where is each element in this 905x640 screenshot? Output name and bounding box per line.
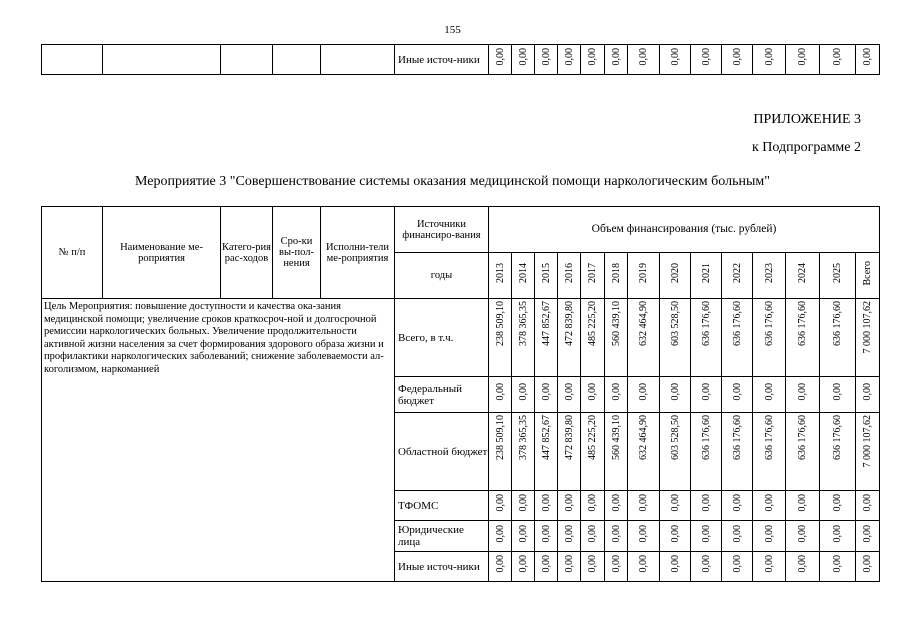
year-label: 2017 [587, 263, 598, 283]
value-cell: 0,00 [563, 524, 575, 543]
value-cell: 560 439,10 [610, 301, 622, 346]
value-cell: 0,00 [832, 555, 843, 573]
year-label: 2025 [832, 263, 843, 283]
value-cell: 0,00 [610, 48, 622, 66]
page-number: 155 [444, 24, 461, 36]
year-label: 2019 [638, 263, 649, 283]
value-cell: 0,00 [610, 383, 622, 401]
value-cell: 0,00 [494, 555, 506, 573]
value-cell: 472 839,80 [563, 415, 575, 460]
year-label: 2014 [517, 263, 529, 283]
value-cell: 603 528,50 [669, 415, 681, 460]
value-cell: 472 839,80 [563, 301, 575, 346]
year-label: 2024 [797, 263, 808, 283]
value-cell: 636 176,60 [832, 301, 843, 346]
value-cell: 0,00 [587, 48, 598, 66]
goal-text: Цель Мероприятия: повышение доступности и качества ока-зания медицинской помощи; увеличение сроков краткосроч-ной и долгосрочной ремиссии наркологических больных. Увеличение продолжительности активной жизни населения за счет формирования здорового образа жизни и профилактики наркологических заболеваний; снижение заболеваемости ал-коголизмом, наркоманией [42, 299, 395, 582]
value-cell: 0,00 [797, 48, 808, 66]
value-cell: 378 365,35 [517, 301, 529, 346]
year-label: 2016 [563, 263, 575, 283]
header-volume: Объем финансирования (тыс. рублей) [489, 207, 880, 253]
value-cell: 0,00 [517, 48, 529, 66]
value-cell: 0,00 [494, 48, 506, 66]
header-terms: Сро-ки вы-пол-нения [273, 207, 321, 299]
top-continuation-table [41, 44, 880, 75]
source-label: Областной бюджет [395, 413, 489, 491]
value-cell: 636 176,60 [832, 415, 843, 460]
value-cell: 0,00 [763, 524, 775, 543]
value-cell: 0,00 [797, 524, 808, 543]
value-cell: 636 176,60 [797, 415, 808, 460]
value-cell: 0,00 [797, 555, 808, 573]
value-cell: 0,00 [731, 48, 743, 66]
value-cell: 485 225,20 [587, 301, 598, 346]
value-cell: 636 176,60 [797, 301, 808, 346]
value-cell: 447 852,67 [540, 301, 552, 346]
source-label: Иные источ-ники [395, 552, 489, 582]
value-cell: 603 528,50 [669, 301, 681, 346]
value-cell: 0,00 [763, 555, 775, 573]
event-title: Мероприятие 3 "Совершенствование системы оказания медицинской помощи наркологическим больным" [135, 174, 770, 189]
value-cell: 0,00 [731, 555, 743, 573]
source-label: Всего, в т.ч. [395, 299, 489, 377]
value-cell: 0,00 [638, 494, 649, 512]
value-cell: 632 464,90 [638, 415, 649, 460]
value-cell: 0,00 [731, 383, 743, 401]
value-cell: 0,00 [862, 524, 873, 543]
year-label: 2013 [494, 263, 506, 283]
value-cell: 0,00 [862, 555, 873, 573]
value-cell: 0,00 [610, 524, 622, 543]
value-cell: 238 509,10 [494, 301, 506, 346]
value-cell: 0,00 [638, 48, 649, 66]
value-cell: 0,00 [832, 383, 843, 401]
appendix-subheading: к Подпрограмме 2 [751, 140, 861, 155]
source-label: Юридические лица [395, 521, 489, 552]
year-label: 2023 [763, 263, 775, 283]
year-label: 2021 [700, 263, 712, 283]
value-cell: 0,00 [669, 48, 681, 66]
value-cell: 636 176,60 [731, 415, 743, 460]
value-cell: 0,00 [731, 524, 743, 543]
year-label: Всего [862, 260, 873, 286]
value-cell: 0,00 [540, 494, 552, 512]
value-cell: 0,00 [540, 383, 552, 401]
top-table-row [42, 45, 880, 75]
source-label: Федеральный бюджет [395, 377, 489, 413]
value-cell: 0,00 [563, 555, 575, 573]
value-cell: 0,00 [494, 494, 506, 512]
value-cell: 0,00 [731, 494, 743, 512]
value-cell: 0,00 [517, 383, 529, 401]
value-cell: 0,00 [700, 524, 712, 543]
value-cell: 0,00 [638, 524, 649, 543]
value-cell: 0,00 [669, 494, 681, 512]
value-cell: 0,00 [797, 383, 808, 401]
value-cell: 636 176,60 [700, 301, 712, 346]
value-cell: 0,00 [587, 555, 598, 573]
value-cell: 0,00 [563, 494, 575, 512]
value-cell: 0,00 [700, 555, 712, 573]
value-cell: 0,00 [700, 494, 712, 512]
header-years-label: годы [395, 253, 489, 299]
value-cell: 0,00 [862, 383, 873, 401]
value-cell: 7 000 107,62 [862, 415, 873, 468]
value-cell: 0,00 [540, 524, 552, 543]
value-cell: 447 852,67 [540, 415, 552, 460]
header-category: Катего-рия рас-ходов [221, 207, 273, 299]
value-cell: 0,00 [610, 555, 622, 573]
value-cell: 0,00 [587, 494, 598, 512]
header-num: № п/п [42, 207, 103, 299]
value-cell: 378 365,35 [517, 415, 529, 460]
header-row [42, 207, 880, 253]
value-cell: 636 176,60 [763, 415, 775, 460]
value-cell: 0,00 [587, 383, 598, 401]
value-cell: 0,00 [517, 494, 529, 512]
value-cell: 0,00 [763, 48, 775, 66]
value-cell: 485 225,20 [587, 415, 598, 460]
value-cell: 0,00 [862, 48, 873, 66]
value-cell: 0,00 [797, 494, 808, 512]
value-cell: 0,00 [832, 494, 843, 512]
value-cell: 0,00 [587, 524, 598, 543]
value-cell: 0,00 [700, 48, 712, 66]
value-cell: 0,00 [669, 524, 681, 543]
value-cell: 7 000 107,62 [862, 301, 873, 354]
year-label: 2022 [731, 263, 743, 283]
value-cell: 0,00 [763, 383, 775, 401]
value-cell: 0,00 [669, 383, 681, 401]
year-label: 2020 [669, 263, 681, 283]
value-cell: 0,00 [638, 383, 649, 401]
value-cell: 0,00 [763, 494, 775, 512]
value-cell: 0,00 [563, 383, 575, 401]
header-sources: Источники финансиро-вания [395, 207, 489, 253]
table-row [42, 299, 880, 377]
value-cell: 0,00 [517, 524, 529, 543]
value-cell: 560 439,10 [610, 415, 622, 460]
value-cell: 636 176,60 [700, 415, 712, 460]
value-cell: 0,00 [638, 555, 649, 573]
header-executors: Исполни-тели ме-роприятия [321, 207, 395, 299]
value-cell: 0,00 [862, 494, 873, 512]
year-label: 2018 [610, 263, 622, 283]
appendix-heading: ПРИЛОЖЕНИЕ 3 [753, 112, 861, 127]
value-cell: 0,00 [610, 494, 622, 512]
value-cell: 238 509,10 [494, 415, 506, 460]
year-label: 2015 [540, 263, 552, 283]
value-cell: 0,00 [669, 555, 681, 573]
value-cell: 0,00 [540, 48, 552, 66]
header-name: Наименование ме-роприятия [103, 207, 221, 299]
value-cell: 0,00 [700, 383, 712, 401]
funding-table [41, 206, 880, 582]
value-cell: 0,00 [494, 383, 506, 401]
value-cell: 636 176,60 [731, 301, 743, 346]
value-cell: 0,00 [563, 48, 575, 66]
value-cell: 0,00 [517, 555, 529, 573]
value-cell: 0,00 [494, 524, 506, 543]
value-cell: 0,00 [832, 48, 843, 66]
source-label: ТФОМС [395, 491, 489, 521]
value-cell: 0,00 [540, 555, 552, 573]
source-label: Иные источ-ники [395, 45, 489, 75]
value-cell: 636 176,60 [763, 301, 775, 346]
value-cell: 632 464,90 [638, 301, 649, 346]
value-cell: 0,00 [832, 524, 843, 543]
